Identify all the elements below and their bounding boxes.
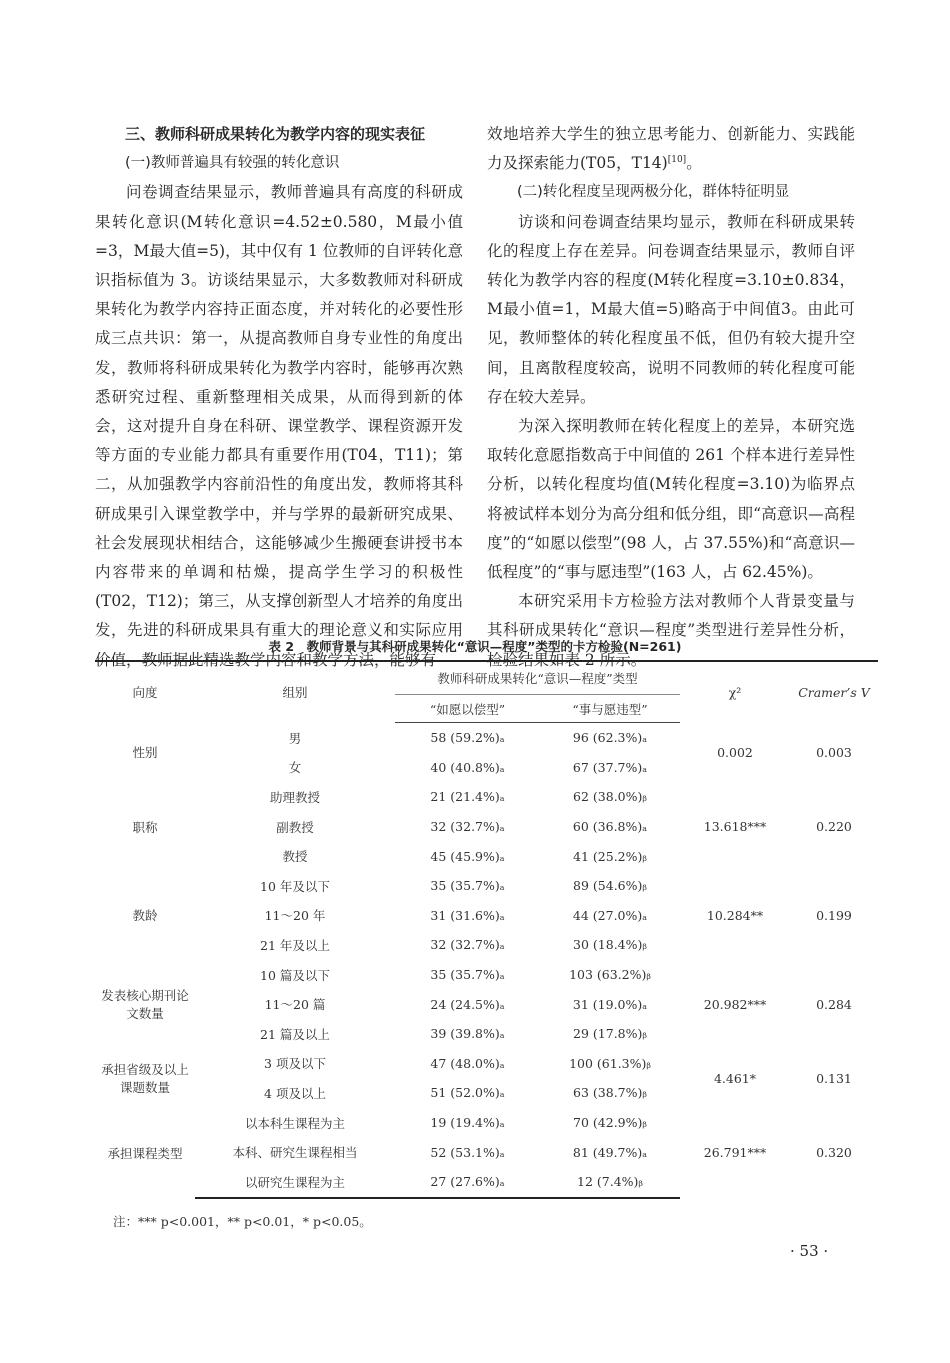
type-a-cell: 32 (32.7%)ₐ [430,819,505,835]
group-cell: 11～20 篇 [264,997,326,1013]
dimension-cell: 发表核心期刊论文数量 [101,988,189,1022]
header-type-a: “如愿以偿型” [395,695,540,723]
table-row [95,1108,878,1138]
type-a-cell: 35 (35.7%)ₐ [430,967,505,983]
section-heading: 三、教师科研成果转化为教学内容的现实表征 [125,125,426,143]
continued-paragraph [487,120,855,178]
continued-text: 效地培养大学生的独立思考能力、创新能力、实践能力及探索能力(T05，T14) [487,125,855,173]
type-a-cell: 27 (27.6%)ₐ [395,1167,540,1198]
cramers-v-cell: 0.320 [816,1145,852,1161]
type-b-cell: 100 (61.3%)ᵦ [569,1055,651,1071]
group-cell: 助理教授 [269,789,320,805]
type-b-cell: 67 (37.7%)ₐ [572,759,648,775]
subsection-heading: (一)教师普遍具有较强的转化意识 [125,155,340,172]
type-a-cell: 58 (59.2%)ₐ [430,730,505,746]
type-a-cell: 21 (21.4%)ₐ [430,789,505,805]
cramers-v-cell: 0.199 [816,907,852,923]
group-cell: 10 篇及以下 [260,967,330,983]
type-b-cell: 62 (38.0%)ᵦ [573,789,647,805]
citation-ref: [10] [667,155,687,166]
type-b-cell: 103 (63.2%)ᵦ [569,967,651,983]
type-b-cell: 30 (18.4%)ᵦ [573,937,647,953]
type-a-cell: 19 (19.4%)ₐ [430,1115,505,1131]
group-cell: 女 [288,760,302,776]
group-cell: 11～20 年 [264,908,326,924]
group-cell: 男 [288,730,302,746]
dimension-cell: 承担课程类型 [107,1145,183,1161]
group-cell: 4 项及以上 [264,1085,326,1101]
group-cell: 以研究生课程为主 [195,1167,395,1198]
type-a-cell: 39 (39.8%)ₐ [430,1026,505,1042]
type-b-cell: 31 (19.0%)ₐ [572,996,648,1012]
right-column [487,120,855,675]
type-a-cell: 35 (35.7%)ₐ [430,878,505,894]
type-a-cell: 40 (40.8%)ₐ [430,759,505,775]
table-caption: 表 2 教师背景与其科研成果转化“意识—程度”类型的卡方检验(N=261) [268,639,682,654]
left-column [95,120,463,675]
chi-square-cell: 0.002 [717,744,753,760]
table-body [95,723,878,1198]
table-row [95,1049,878,1079]
chi-square-cell: 13.618*** [703,819,767,835]
dimension-cell: 职称 [132,819,158,835]
type-a-cell: 51 (52.0%)ₐ [430,1085,505,1101]
cramers-v-cell: 0.220 [816,819,852,835]
header-dimension: 向度 [95,661,195,723]
body-paragraph: 为深入探明教师在转化程度上的差异，本研究选取转化意愿指数高于中间值的 261 个样本进行差异性分析，以转化程度均值(M转化程度=3.10)为临界点将被试样本划分为高分组和低分组，即“高意识—高程度”的“如愿以偿型”(98 人，占 37.55%)和“高意识—低程度”的“事与愿违型”(163 人，占 62.45%)。 [487,417,855,582]
type-b-cell: 96 (62.3%)ₐ [572,730,648,746]
dimension-cell: 性别 [132,745,158,761]
group-cell: 10 年及以下 [260,878,330,894]
table-row [95,782,878,812]
group-cell: 3 项及以下 [264,1056,326,1072]
type-a-cell: 31 (31.6%)ₐ [430,907,505,923]
dimension-cell: 教龄 [132,908,158,924]
type-a-cell: 47 (48.0%)ₐ [430,1055,505,1071]
type-b-cell: 12 (7.4%)ᵦ [540,1167,680,1198]
group-cell: 21 年及以上 [260,937,330,953]
group-cell: 教授 [282,849,308,865]
type-a-cell: 32 (32.7%)ₐ [430,937,505,953]
type-b-cell: 70 (42.9%)ᵦ [573,1115,647,1131]
table-row [95,723,878,753]
type-b-cell: 81 (49.7%)ₐ [572,1144,648,1160]
type-b-cell: 60 (36.8%)ₐ [572,819,648,835]
chi-square-cell: 4.461* [713,1070,757,1086]
dimension-cell: 承担省级及以上课题数量 [101,1062,189,1096]
cramers-v-cell: 0.003 [816,744,852,760]
group-cell: 本科、研究生课程相当 [232,1145,358,1161]
cramers-v-cell: 0.131 [816,1070,852,1086]
table-note: 注：*** p<0.001，** p<0.01，* p<0.05。 [113,1214,372,1229]
type-b-cell: 89 (54.6%)ᵦ [573,878,647,894]
chi-square-cell: 26.791*** [703,1145,767,1161]
group-cell: 21 篇及以上 [260,1026,330,1042]
type-b-cell: 41 (25.2%)ᵦ [573,848,647,864]
table-row [95,871,878,901]
body-paragraph: 访谈和问卷调查结果均显示，教师在科研成果转化的程度上存在差异。问卷调查结果显示，教师自评转化为教学内容的程度(M转化程度=3.10±0.834，M最小值=1，M最大值=5)略高于中间值3。由此可见，教师整体的转化程度虽不低，但仍有较大提升空间，且离散程度较高，说明不同教师的转化程度可能存在较大差异。 [487,212,855,406]
type-b-cell: 29 (17.8%)ᵦ [573,1026,647,1042]
type-b-cell: 63 (38.7%)ᵦ [573,1085,647,1101]
type-b-cell: 44 (27.0%)ₐ [572,907,648,923]
header-cramers-v: Cramer’s V [790,661,878,723]
type-a-cell: 45 (45.9%)ₐ [430,848,505,864]
subsection-heading: (二)转化程度呈现两极分化，群体特征明显 [517,184,790,201]
type-a-cell: 52 (53.1%)ₐ [430,1144,505,1160]
chi-square-table [95,660,878,1199]
table-row [95,960,878,990]
header-type-group: 教师科研成果转化“意识—程度”类型 [395,661,680,695]
chi-square-cell: 10.284** [706,907,764,923]
cramers-v-cell: 0.284 [816,996,852,1012]
group-cell: 副教授 [276,819,314,835]
header-type-b: “事与愿违型” [540,695,680,723]
chi-square-cell: 20.982*** [703,996,767,1012]
body-paragraph: 本研究采用卡方检验方法对教师个人背景变量与其科研成果转化“意识—程度”类型进行差异性分析，检验结果如表 2 所示。 [487,592,855,669]
continued-end: 。 [686,154,702,173]
body-paragraph: 问卷调查结果显示，教师普遍具有高度的科研成果转化意识(M转化意识=4.52±0.580，M最小值=3，M最大值=5)，其中仅有 1 位教师的自评转化意识指标值为 3。访谈结果显示，大多数教师对科研成果转化为教学内容持正面态度，并对转化的必要性形成三点共识：第一，从提高教师自身专业性的角度出发，教师将科研成果转化为教学内容时，能够再次熟悉研究过程、重新整理相关成果，从而得到新的体会，这对提升自身在科研、课堂教学、课程资源开发等方面的专业能力都具有重要作用(T04，T11)；第二，从加强教学内容前沿性的角度出发，教师将其科研成果引入课堂教学中，并与学界的最新研究成果、社会发展现状相结合，这能够减少生搬硬套讲授书本内容带来的单调和枯燥，提高学生学习的积极性(T02，T12)；第三，从支撑创新型人才培养的角度出发，先进的科研成果具有重大的理论意义和实际应用价值，教师据此精选教学内容和教学方法，能够有 [95,183,463,669]
group-cell: 以本科生课程为主 [244,1115,345,1131]
header-chi-square: χ² [680,661,790,723]
header-group: 组别 [195,661,395,723]
page-number: · 53 · [790,1242,829,1260]
type-a-cell: 24 (24.5%)ₐ [430,996,505,1012]
